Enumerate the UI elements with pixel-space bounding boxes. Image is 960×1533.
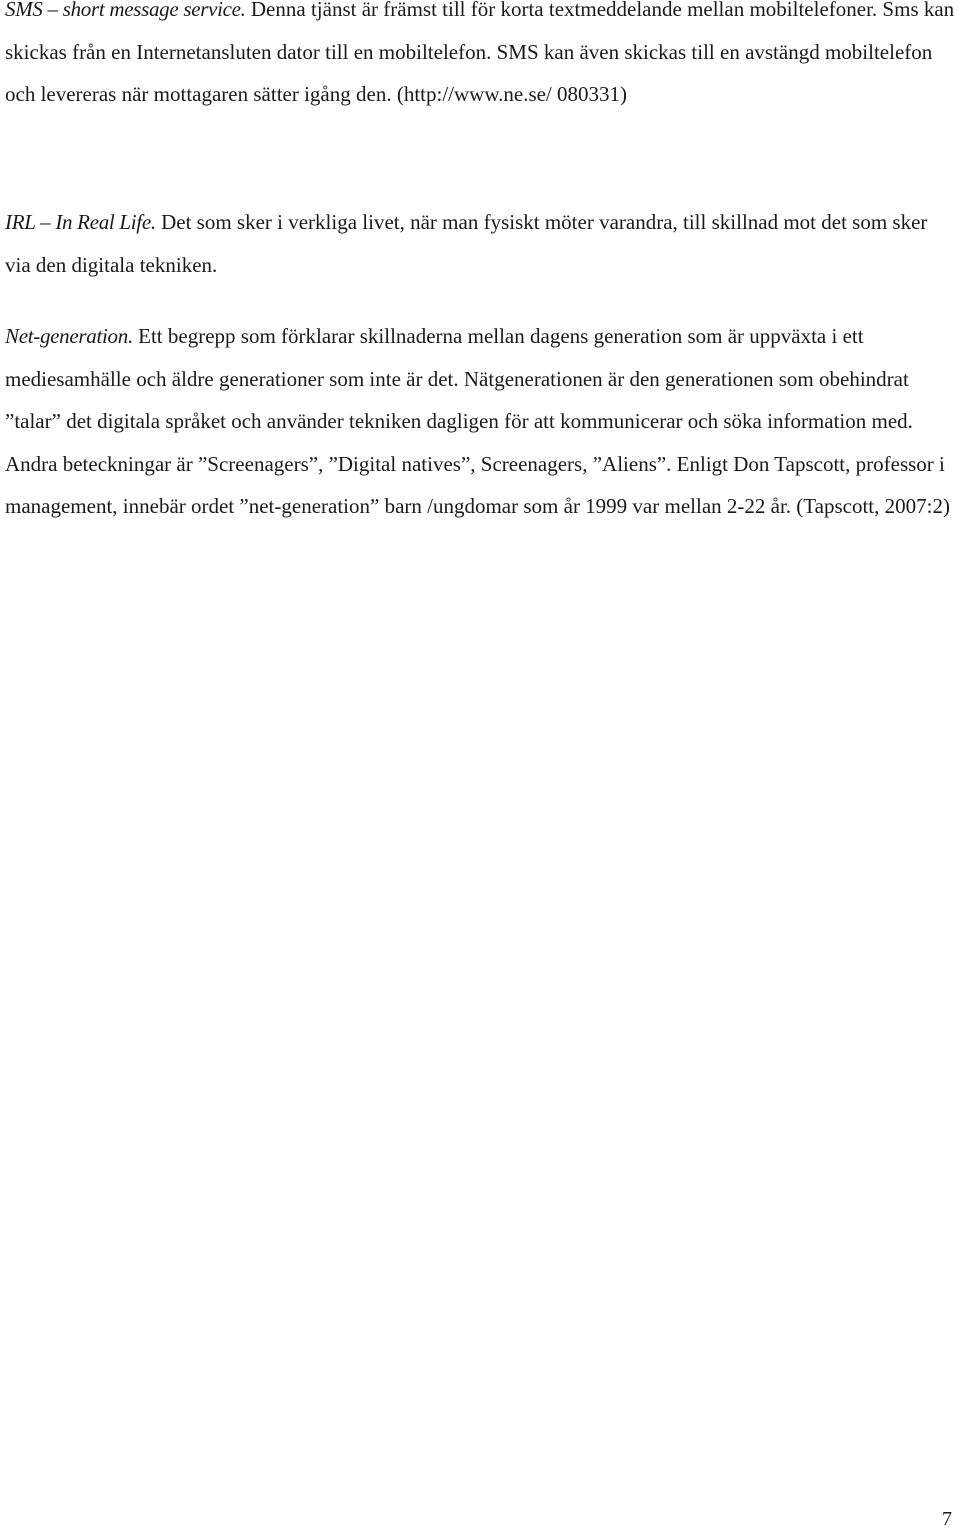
glossary-term: IRL – In Real Life. [5, 210, 156, 234]
page-number: 7 [942, 1508, 952, 1530]
glossary-entry-sms [5, 0, 955, 116]
glossary-entry-net-generation [5, 315, 955, 528]
glossary-term: Net-generation. [5, 324, 133, 348]
glossary-definition: Ett begrepp som förklarar skillnaderna mellan dagens generation som är uppväxta i ett mediesamhälle och äldre generationer som inte är det. Nätgenerationen är den generationen som obehindrat ”talar” det digitala språket och använder tekniken dagligen för att kommunicerar och söka information med. Andra beteckningar är ”Screenagers”, ”Digital natives”, Screenagers, ”Aliens”. Enligt Don Tapscott, professor i management, innebär ordet ”net-generation” barn /ungdomar som år 1999 var mellan 2-22 år. (Tapscott, 2007:2) [5, 324, 950, 518]
glossary-term: SMS – short message service. [5, 0, 246, 21]
glossary-definition: Det som sker i verkliga livet, när man fysiskt möter varandra, till skillnad mot det som sker via den digitala tekniken. [5, 210, 928, 277]
glossary-definition: Denna tjänst är främst till för korta textmeddelande mellan mobiltelefoner. Sms kan skickas från en Internetansluten dator till en mobiltelefon. SMS kan även skickas till en avstängd mobiltelefon och levereras när mottagaren sätter igång den. (http://www.ne.se/ 080331) [5, 0, 955, 106]
glossary-entry-irl [5, 201, 955, 286]
